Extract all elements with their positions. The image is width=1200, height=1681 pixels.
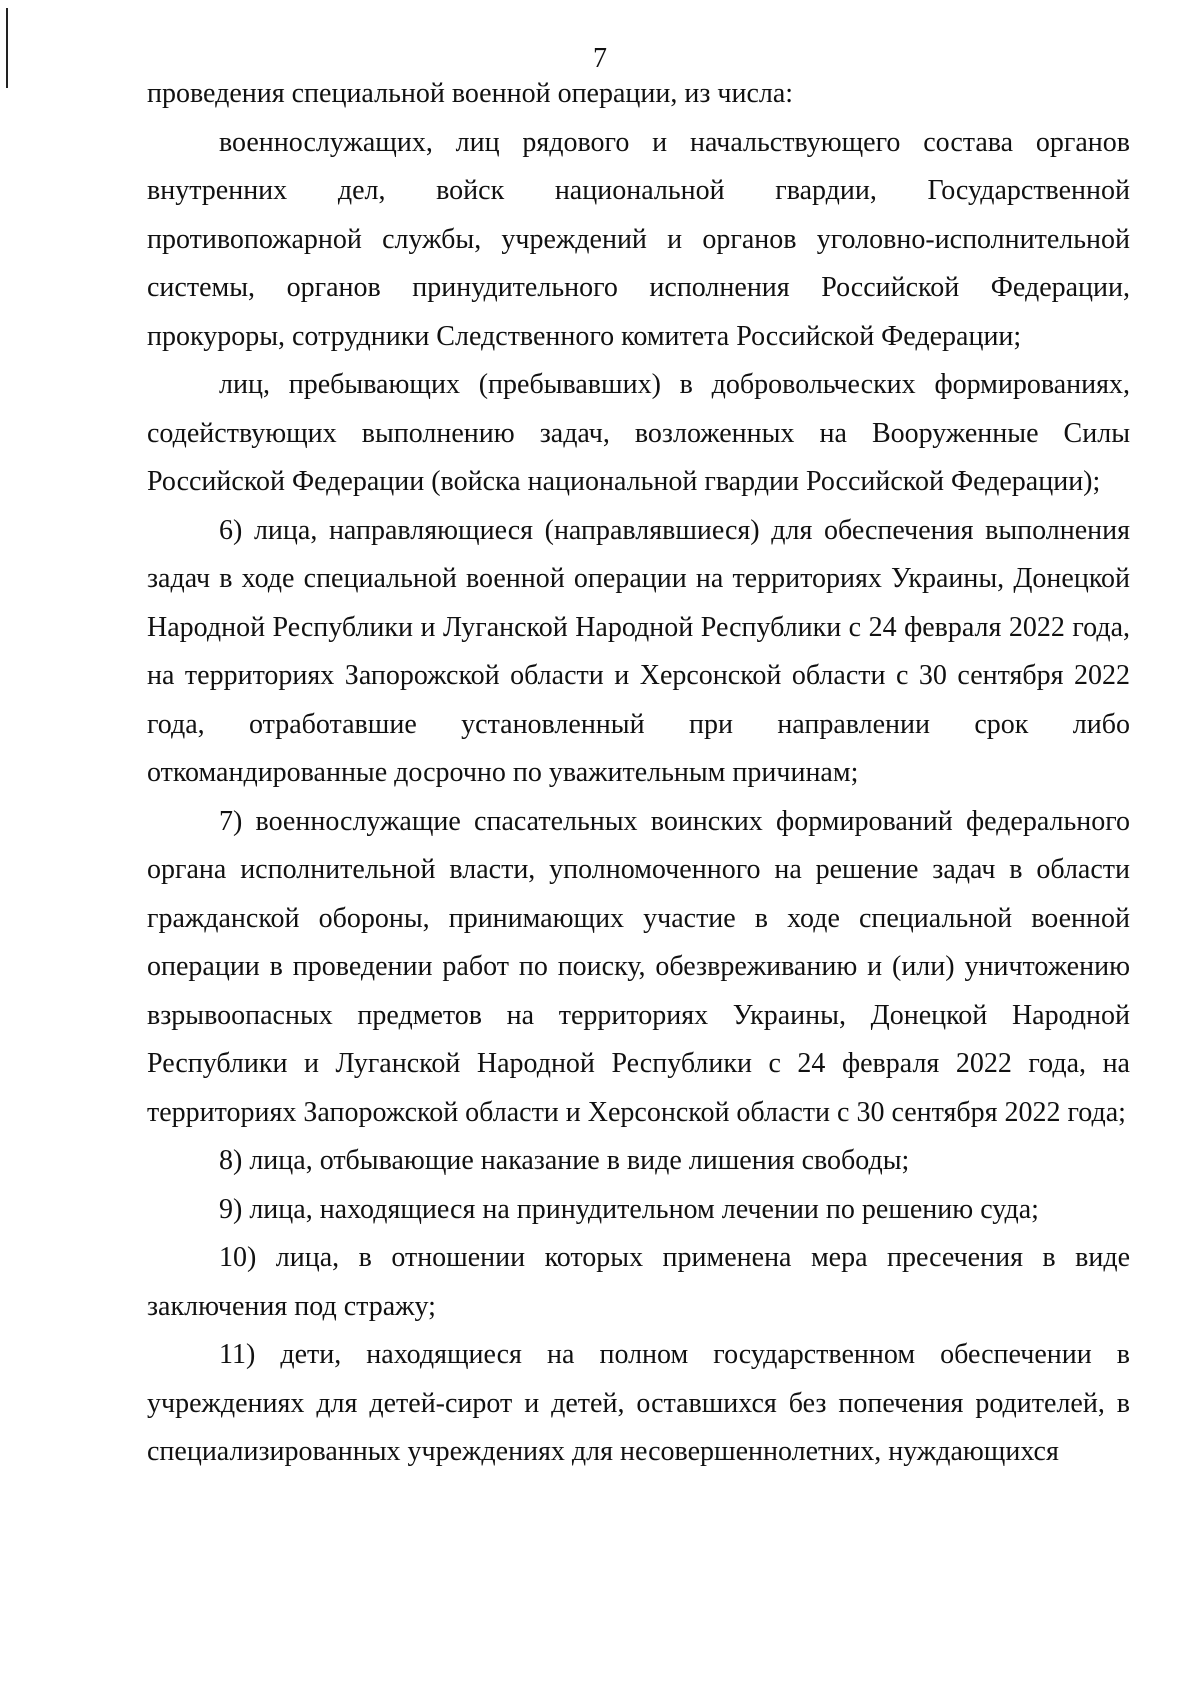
paragraph-intro: проведения специальной военной операции, из числа:: [147, 78, 794, 109]
paragraph-item-7: 7) военнослужащие спасательных воинских формирований федерального органа исполнительной власти, уполномоченного на решение задач в области гражданской обороны, принимающих участие в ходе специальной военной операции в проведении работ по поиску, обезвреживанию и (или) уничтожению взрывоопасных предметов на территориях Украины, Донецкой Народной Республики и Луганской Народной Республики с 24 февраля 2022 года, на территориях Запорожской области и Херсонской области с 30 сентября 2022 года;: [147, 805, 1130, 1128]
paragraph-item-10: 10) лица, в отношении которых применена мера пресечения в виде заключения под стражу;: [147, 1242, 1130, 1322]
paragraph-item-11: 11) дети, находящиеся на полном государственном обеспечении в учреждениях для детей-сирот и детей, оставшихся без попечения родителей, в специализированных учреждениях для несовершеннолетних, нуждающихся: [147, 1339, 1130, 1467]
page-number: 7: [593, 43, 607, 74]
paragraph-item-8: 8) лица, отбывающие наказание в виде лишения свободы;: [219, 1145, 910, 1176]
document-body: [147, 70, 1130, 1477]
paragraph-item-6: 6) лица, направляющиеся (направлявшиеся) для обеспечения выполнения задач в ходе специальной военной операции на территориях Украины, Донецкой Народной Республики и Луганской Народной Республики с 24 февраля 2022 года, на территориях Запорожской области и Херсонской области с 30 сентября 2022 года, отработавшие установленный при направлении срок либо откомандированные досрочно по уважительным причинам;: [147, 514, 1130, 788]
paragraph-servicemen: военнослужащих, лиц рядового и начальствующего состава органов внутренних дел, войск национальной гвардии, Государственной противопожарной службы, учреждений и органов уголовно-исполнительной системы, органов принудительного исполнения Российской Федерации, прокуроры, сотрудники Следственного комитета Российской Федерации;: [147, 126, 1130, 352]
paragraph-item-9: 9) лица, находящиеся на принудительном лечении по решению суда;: [219, 1193, 1039, 1225]
paragraph-volunteers: лиц, пребывающих (пребывавших) в добровольческих формированиях, содействующих выполнению задач, возложенных на Вооруженные Силы Российской Федерации (войска национальной гвардии Российской Федерации);: [147, 369, 1130, 497]
